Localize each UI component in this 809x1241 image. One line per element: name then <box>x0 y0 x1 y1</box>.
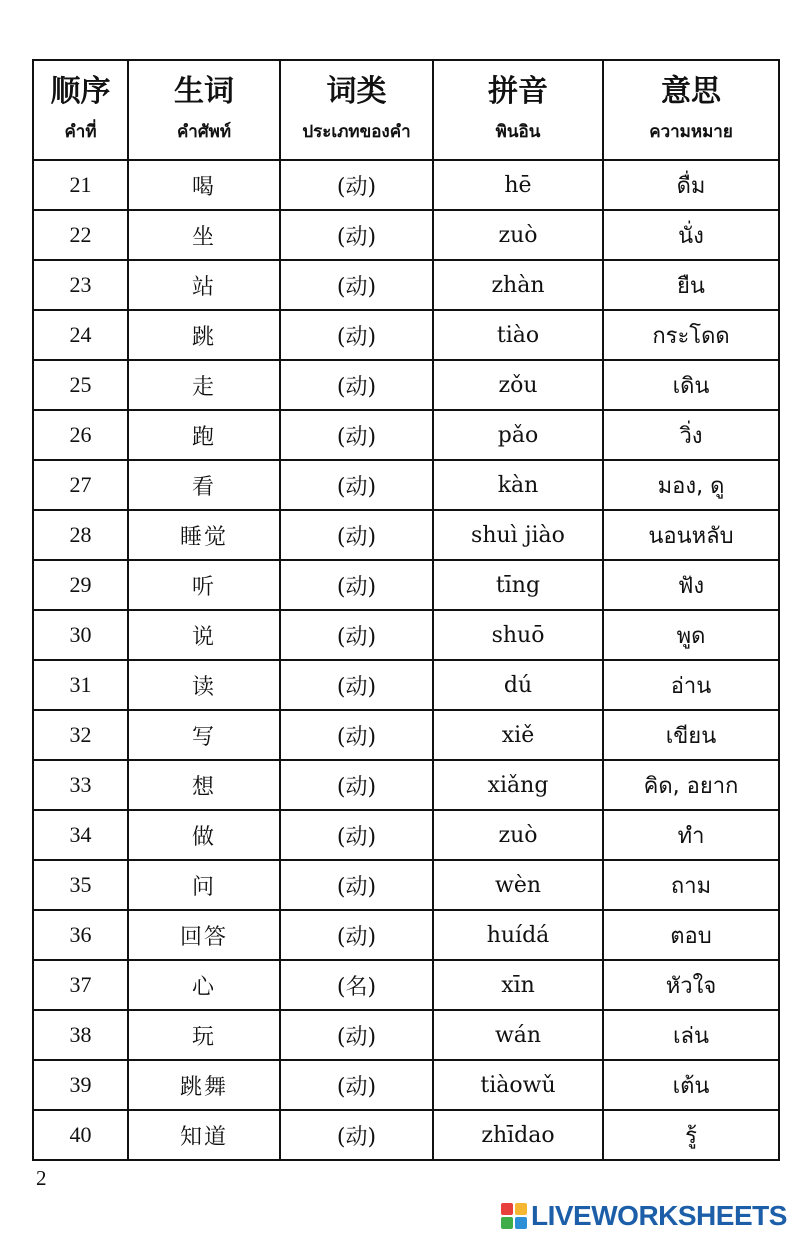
row-part-of-speech: (动) <box>280 810 433 860</box>
row-part-of-speech: (动) <box>280 310 433 360</box>
row-meaning: ฟัง <box>603 560 779 610</box>
header-word-zh: 生词 <box>174 74 234 109</box>
row-pinyin: shuō <box>433 610 603 660</box>
table-row <box>33 560 779 610</box>
row-part-of-speech: (动) <box>280 760 433 810</box>
table-row <box>33 160 779 210</box>
row-pinyin: dú <box>433 660 603 710</box>
row-word: 站 <box>128 260 280 310</box>
row-pinyin: xiě <box>433 710 603 760</box>
table-row <box>33 660 779 710</box>
table-row <box>33 360 779 410</box>
vocabulary-table <box>32 59 780 1161</box>
liveworksheets-brand[interactable] <box>501 1198 787 1234</box>
row-part-of-speech: (名) <box>280 960 433 1010</box>
header-word <box>128 60 280 160</box>
table-row <box>33 310 779 360</box>
row-word: 回答 <box>128 910 280 960</box>
row-number: 24 <box>33 310 128 360</box>
row-word: 写 <box>128 710 280 760</box>
row-meaning: รู้ <box>603 1110 779 1160</box>
header-pinyin-th: พินอิน <box>495 122 541 142</box>
table-row <box>33 610 779 660</box>
header-meaning <box>603 60 779 160</box>
header-meaning-th: ความหมาย <box>649 122 733 142</box>
header-order <box>33 60 128 160</box>
row-part-of-speech: (动) <box>280 460 433 510</box>
header-pos <box>280 60 433 160</box>
header-word-th: คำศัพท์ <box>176 122 232 142</box>
row-pinyin: wán <box>433 1010 603 1060</box>
row-meaning: พูด <box>603 610 779 660</box>
row-number: 37 <box>33 960 128 1010</box>
table-row <box>33 1060 779 1110</box>
row-part-of-speech: (动) <box>280 360 433 410</box>
row-meaning: เล่น <box>603 1010 779 1060</box>
table-row <box>33 510 779 560</box>
row-word: 说 <box>128 610 280 660</box>
row-word: 问 <box>128 860 280 910</box>
table-row <box>33 410 779 460</box>
table-row <box>33 1010 779 1060</box>
header-pinyin <box>433 60 603 160</box>
row-pinyin: hē <box>433 160 603 210</box>
row-number: 32 <box>33 710 128 760</box>
row-pinyin: wèn <box>433 860 603 910</box>
liveworksheets-logo-icon <box>501 1203 527 1229</box>
row-number: 23 <box>33 260 128 310</box>
row-meaning: วิ่ง <box>603 410 779 460</box>
row-word: 跑 <box>128 410 280 460</box>
logo-square-green <box>501 1217 513 1229</box>
row-pinyin: xiǎng <box>433 760 603 810</box>
table-row <box>33 760 779 810</box>
row-word: 睡觉 <box>128 510 280 560</box>
table-row <box>33 260 779 310</box>
row-part-of-speech: (动) <box>280 510 433 560</box>
row-part-of-speech: (动) <box>280 560 433 610</box>
row-meaning: นอนหลับ <box>603 510 779 560</box>
row-meaning: หัวใจ <box>603 960 779 1010</box>
row-number: 34 <box>33 810 128 860</box>
row-part-of-speech: (动) <box>280 1110 433 1160</box>
row-meaning: เต้น <box>603 1060 779 1110</box>
row-part-of-speech: (动) <box>280 660 433 710</box>
table-row <box>33 460 779 510</box>
brand-text: LIVEWORKSHEETS <box>531 1200 787 1231</box>
row-pinyin: tiàowǔ <box>433 1060 603 1110</box>
row-word: 听 <box>128 560 280 610</box>
header-pos-zh: 词类 <box>326 74 387 109</box>
row-pinyin: shuì jiào <box>433 510 603 560</box>
row-pinyin: huídá <box>433 910 603 960</box>
row-part-of-speech: (动) <box>280 1060 433 1110</box>
row-pinyin: zuò <box>433 810 603 860</box>
logo-square-red <box>501 1203 513 1215</box>
row-word: 走 <box>128 360 280 410</box>
row-meaning: เดิน <box>603 360 779 410</box>
table-row <box>33 910 779 960</box>
table-row <box>33 810 779 860</box>
row-meaning: กระโดด <box>603 310 779 360</box>
row-pinyin: xīn <box>433 960 603 1010</box>
row-part-of-speech: (动) <box>280 910 433 960</box>
row-meaning: ตอบ <box>603 910 779 960</box>
row-part-of-speech: (动) <box>280 160 433 210</box>
row-part-of-speech: (动) <box>280 610 433 660</box>
row-pinyin: tiào <box>433 310 603 360</box>
row-number: 30 <box>33 610 128 660</box>
row-pinyin: kàn <box>433 460 603 510</box>
row-number: 31 <box>33 660 128 710</box>
row-meaning: นั่ง <box>603 210 779 260</box>
row-number: 25 <box>33 360 128 410</box>
row-number: 35 <box>33 860 128 910</box>
row-word: 玩 <box>128 1010 280 1060</box>
row-word: 知道 <box>128 1110 280 1160</box>
row-number: 33 <box>33 760 128 810</box>
row-word: 看 <box>128 460 280 510</box>
row-meaning: อ่าน <box>603 660 779 710</box>
row-number: 28 <box>33 510 128 560</box>
row-part-of-speech: (动) <box>280 860 433 910</box>
logo-square-yellow <box>515 1203 527 1215</box>
row-part-of-speech: (动) <box>280 410 433 460</box>
row-pinyin: zuò <box>433 210 603 260</box>
page-number: 2 <box>36 1166 47 1190</box>
row-number: 22 <box>33 210 128 260</box>
row-pinyin: zhàn <box>433 260 603 310</box>
row-part-of-speech: (动) <box>280 210 433 260</box>
table-row <box>33 960 779 1010</box>
header-pos-th: ประเภทของคำ <box>302 122 411 142</box>
row-pinyin: zǒu <box>433 360 603 410</box>
row-part-of-speech: (动) <box>280 1010 433 1060</box>
header-order-th: คำที่ <box>64 122 97 142</box>
table-row <box>33 710 779 760</box>
row-meaning: ดื่ม <box>603 160 779 210</box>
table-row <box>33 210 779 260</box>
row-pinyin: pǎo <box>433 410 603 460</box>
header-meaning-zh: 意思 <box>661 74 721 109</box>
row-meaning: ถาม <box>603 860 779 910</box>
row-number: 36 <box>33 910 128 960</box>
row-number: 26 <box>33 410 128 460</box>
row-word: 做 <box>128 810 280 860</box>
row-number: 38 <box>33 1010 128 1060</box>
header-row <box>33 60 779 160</box>
row-number: 29 <box>33 560 128 610</box>
row-number: 39 <box>33 1060 128 1110</box>
row-pinyin: tīng <box>433 560 603 610</box>
row-word: 坐 <box>128 210 280 260</box>
table-row <box>33 1110 779 1160</box>
row-word: 想 <box>128 760 280 810</box>
row-word: 跳 <box>128 310 280 360</box>
row-meaning: เขียน <box>603 710 779 760</box>
row-word: 跳舞 <box>128 1060 280 1110</box>
table-row <box>33 860 779 910</box>
row-number: 21 <box>33 160 128 210</box>
header-order-zh: 顺序 <box>50 74 111 109</box>
row-word: 读 <box>128 660 280 710</box>
row-number: 27 <box>33 460 128 510</box>
row-number: 40 <box>33 1110 128 1160</box>
row-meaning: ทำ <box>603 810 779 860</box>
header-pinyin-zh: 拼音 <box>488 74 548 109</box>
row-word: 心 <box>128 960 280 1010</box>
row-meaning: คิด, อยาก <box>603 760 779 810</box>
row-meaning: ยืน <box>603 260 779 310</box>
row-word: 喝 <box>128 160 280 210</box>
row-part-of-speech: (动) <box>280 710 433 760</box>
row-pinyin: zhīdao <box>433 1110 603 1160</box>
row-meaning: มอง, ดู <box>603 460 779 510</box>
logo-square-blue <box>515 1217 527 1229</box>
row-part-of-speech: (动) <box>280 260 433 310</box>
